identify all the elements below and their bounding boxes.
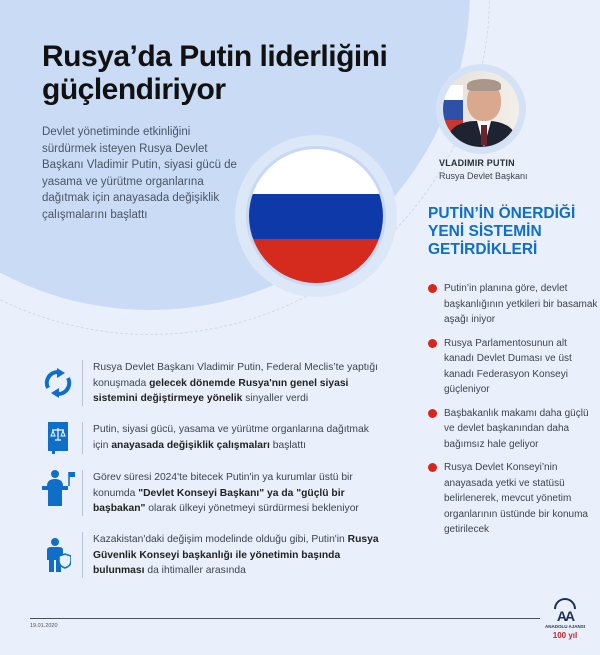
podium-speaker-icon xyxy=(38,470,78,506)
list-item: Rusya Devlet Konseyi’nin anayasada yetki ve statüsü belirlenerek, mevcut yönetim organlarının üstünde bir konuma getirilecek xyxy=(428,460,598,538)
aa-logo-text: AA xyxy=(556,608,574,624)
agency-name: ANADOLU AJANSI xyxy=(544,624,586,629)
bullet-dot-icon xyxy=(428,463,437,472)
putin-portrait xyxy=(443,71,519,147)
anniversary-badge: 100 yıl xyxy=(552,631,578,640)
list-item: Başbakanlık makamı daha güçlü ve devlet başkanından daha bağımsız hale geliyor xyxy=(428,406,598,453)
flag-blue-stripe xyxy=(249,194,383,239)
info-item: Rusya Devlet Başkanı Vladimir Putin, Federal Meclis’te yaptığı konuşmada gelecek dönemde Rusya'nın genel siyasi sistemini değiştirmeye yönelik sinyaller verdi xyxy=(38,360,383,407)
russian-flag-icon xyxy=(246,146,386,286)
security-person-icon xyxy=(38,532,78,572)
law-book-icon xyxy=(38,422,78,454)
footer-divider-right xyxy=(470,618,540,619)
list-item: Putin’in planına göre, devlet başkanlığının yetkileri bir basamak aşağı iniyor xyxy=(428,281,598,328)
info-item: Putin, siyasi gücü, yasama ve yürütme organlarına dağıtmak için anayasada değişiklik çalışmaları başlattı xyxy=(38,422,383,454)
title-line-2: güçlendiriyor xyxy=(42,73,226,106)
page-title xyxy=(42,40,387,106)
divider xyxy=(82,470,83,516)
list-item: Rusya Parlamentosunun alt kanadı Devlet Duması ve üst kanadı Federasyon Konseyi güçleniyor xyxy=(428,336,598,398)
intro-text: Devlet yönetiminde etkinliğini sürdürmek isteyen Rusya Devlet Başkanı Vladimir Putin, siyasi gücü de yasama ve yürütme organlarına dağıtmak için anayasada değişiklik çalışmalarını başlattı xyxy=(42,126,237,221)
bullet-dot-icon xyxy=(428,284,437,293)
person-role: Rusya Devlet Başkanı xyxy=(439,171,528,181)
divider xyxy=(82,360,83,406)
info-item: Görev süresi 2024'te bitecek Putin'in ya kurumlar üstü bir konumda "Devlet Konseyi Başkanı" ya da "güçlü bir başbakan" olarak ülkeyi yönetmeyi sürdürmesi bekleniyor xyxy=(38,470,383,517)
title-line-1: Rusya’da Putin liderliğini xyxy=(42,40,388,73)
divider xyxy=(82,422,83,454)
bullet-dot-icon xyxy=(428,339,437,348)
right-heading: PUTİN’İN ÖNERDİĞİ YENİ SİSTEMİN GETİRDİKLERİ xyxy=(428,205,576,258)
divider xyxy=(82,532,83,578)
bullet-list xyxy=(428,281,598,546)
anadolu-agency-logo xyxy=(540,598,590,640)
person-name: VLADIMIR PUTIN xyxy=(439,158,515,168)
refresh-icon xyxy=(38,360,78,398)
info-item: Kazakistan'daki değişim modelinde olduğu gibi, Putin'in Rusya Güvenlik Konseyi başkanlığı ile yönetimin başında bulunması da ihtimaller arasında xyxy=(38,532,383,579)
footer-divider xyxy=(30,618,470,619)
bullet-dot-icon xyxy=(428,409,437,418)
footer-date: 19.01.2020 xyxy=(30,623,58,629)
